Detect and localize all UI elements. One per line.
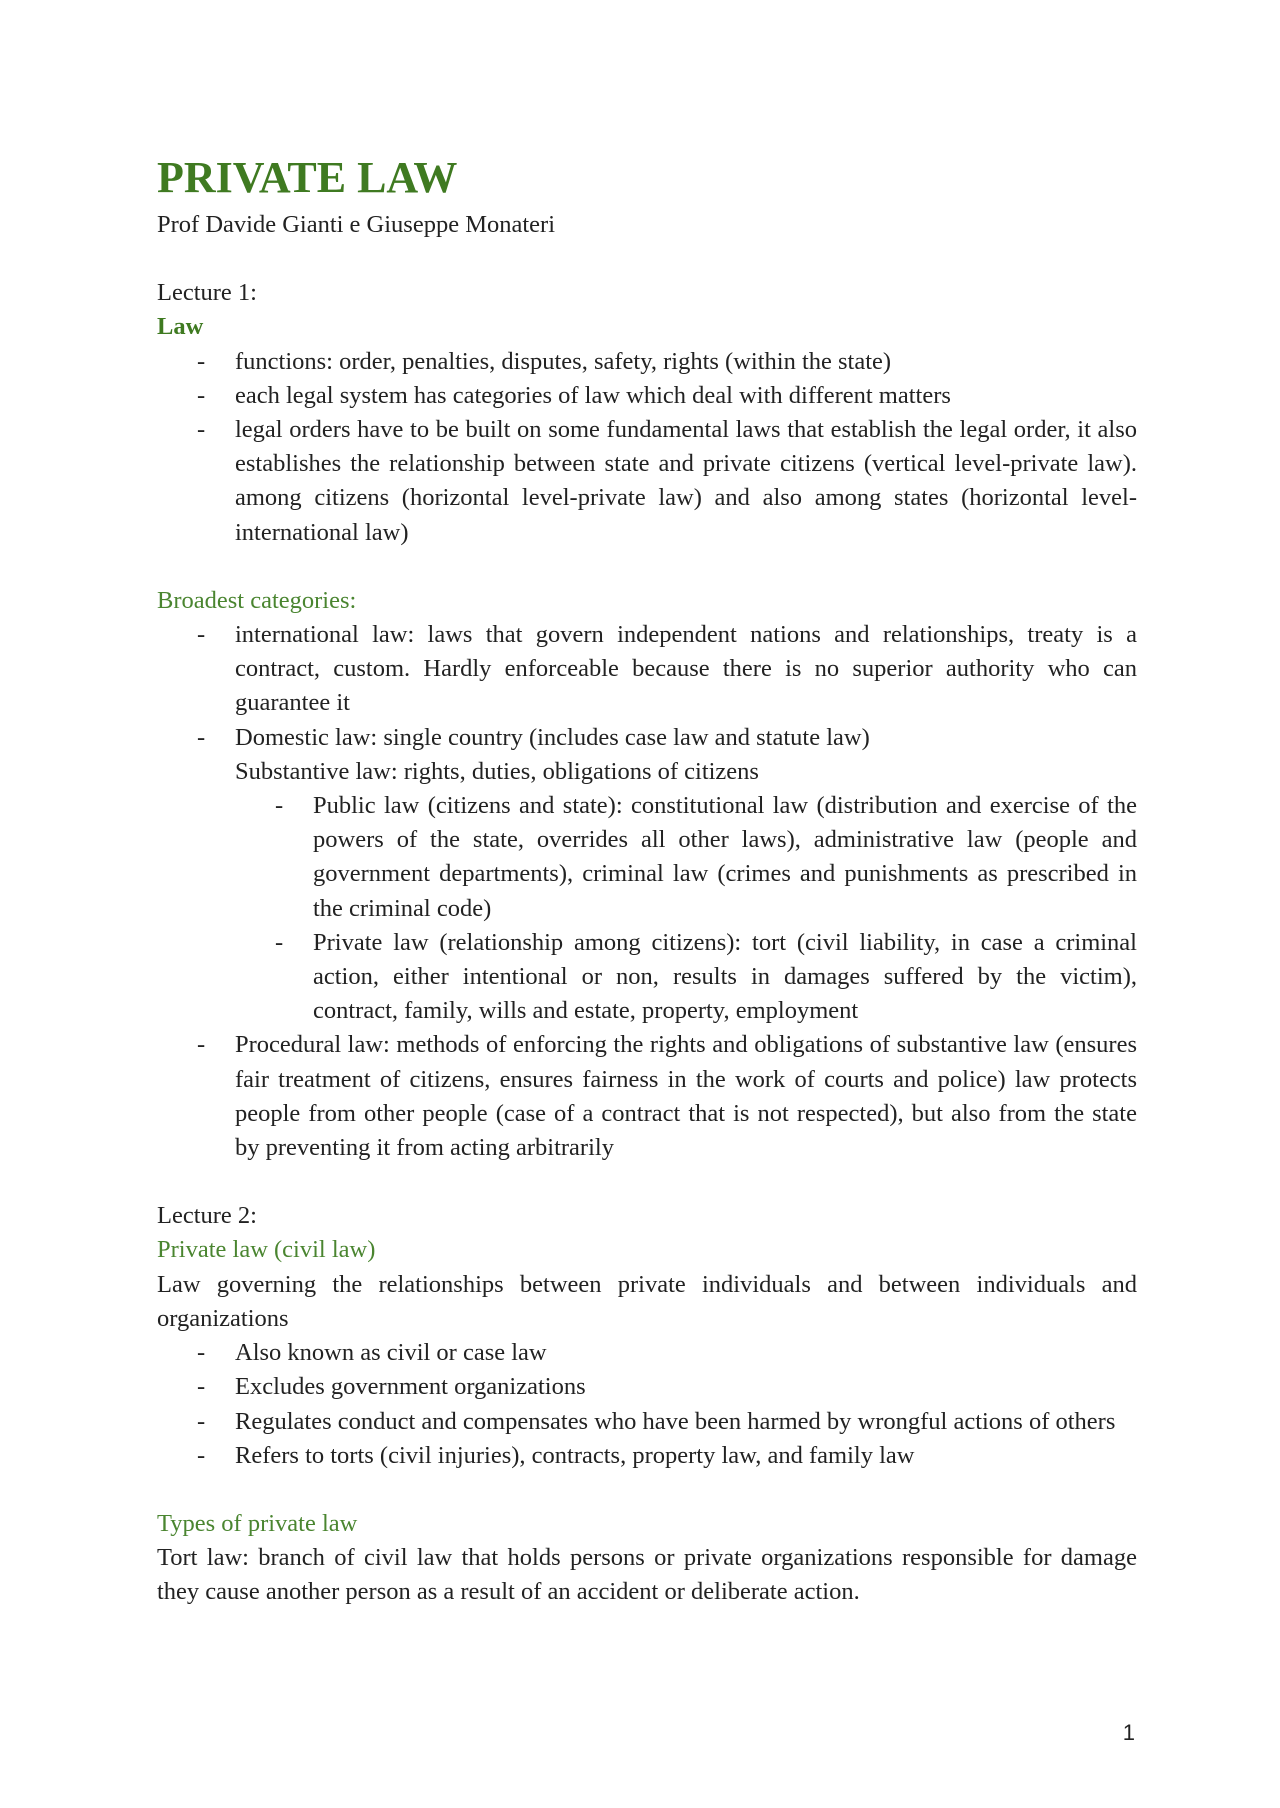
page-number: 1 (1122, 1720, 1135, 1745)
list-item: - Also known as civil or case law (235, 1336, 1137, 1370)
lecture-2-bullet-list (157, 1336, 1137, 1473)
document-title: PRIVATE LAW (157, 153, 458, 202)
lecture-1-bullet-list (157, 345, 1137, 550)
list-item: - Regulates conduct and compensates who have been harmed by wrongful actions of others (235, 1405, 1137, 1439)
list-item: - functions: order, penalties, disputes, safety, rights (within the state) (235, 345, 1137, 379)
document-authors: Prof Davide Gianti e Giuseppe Monateri (157, 211, 556, 238)
list-item: - Excludes government organizations (235, 1370, 1137, 1404)
list-item-domestic-law (235, 721, 1137, 1029)
substantive-sublist (235, 789, 1137, 1028)
lecture-2-label: Lecture 2: (157, 1202, 257, 1230)
list-item-international-law: - international law: laws that govern independent nations and relationships, treaty is a contract, custom. Hardly enforceable because there is no superior authority who can guarantee it (235, 618, 1137, 721)
document-page (157, 150, 1137, 1610)
types-heading: Types of private law (157, 1509, 358, 1537)
categories-list (157, 618, 1137, 1165)
substantive-law-text: Substantive law: rights, duties, obligations of citizens (235, 757, 759, 785)
spacer (157, 1473, 1137, 1507)
lecture-2-heading: Private law (civil law) (157, 1236, 376, 1264)
list-item: - legal orders have to be built on some fundamental laws that establish the legal order, it also establishes the relationship between state and private citizens (vertical level-private law). among citizens (horizontal level-private law) and also among states (horizontal level- international law) (235, 413, 1137, 550)
lecture-1-label: Lecture 1: (157, 279, 257, 307)
list-item: - Refers to torts (civil injuries), contracts, property law, and family law (235, 1439, 1137, 1473)
lecture-2-intro: Law governing the relationships between private individuals and between individuals and organizations (157, 1270, 1137, 1332)
tort-law-paragraph: Tort law: branch of civil law that holds persons or private organizations responsible for damage they cause another person as a result of an accident or deliberate action. (157, 1544, 1137, 1606)
spacer (157, 242, 1137, 276)
domestic-law-text: - Domestic law: single country (includes case law and statute law) (235, 723, 870, 751)
spacer (157, 550, 1137, 584)
spacer (157, 1165, 1137, 1199)
list-item-procedural-law: - Procedural law: methods of enforcing the rights and obligations of substantive law (ensures fair treatment of citizens, ensures fairness in the work of courts and police) law protects people from other people (case of a contract that is not respected), but also from the state by preventing it from acting arbitrarily (235, 1028, 1137, 1165)
categories-heading: Broadest categories: (157, 586, 357, 614)
lecture-1-heading: Law (157, 313, 204, 341)
list-item: - each legal system has categories of law which deal with different matters (235, 379, 1137, 413)
list-item-public-law: - Public law (citizens and state): constitutional law (distribution and exercise of the powers of the state, overrides all other laws), administrative law (people and government departments), criminal law (crimes and punishments as prescribed in the criminal code) (313, 789, 1137, 926)
list-item-private-law: - Private law (relationship among citizens): tort (civil liability, in case a criminal action, either intentional or non, results in damages suffered by the victim), contract, family, wills and estate, property, employment (313, 926, 1137, 1029)
